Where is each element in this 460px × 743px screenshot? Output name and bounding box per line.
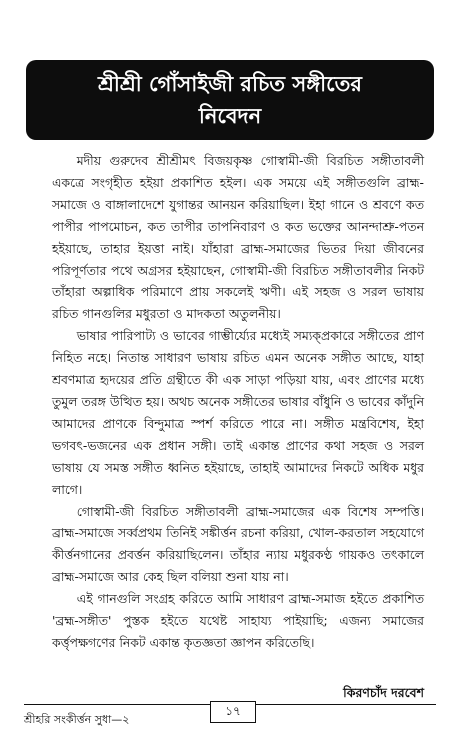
title-line-2: নিবেদন xyxy=(198,104,262,128)
title-banner xyxy=(26,60,434,140)
paragraph-1: মদীয় গুরুদেব শ্রীশ্রীমৎ বিজয়কৃষ্ণ গোস্বামী-জী বিরচিত সঙ্গীতাবলী একত্রে সংগৃহীত হইয়া প্রকাশিত হইল। এক সময়ে এই সঙ্গীতগুলি ব্রাহ্ম-সমাজে ও বাঙ্গালাদেশে যুগান্তর আনয়ন করিয়াছিল। ইহা গানে ও শ্রবণে কত পাপীর পাপমোচন, কত তাপীর তাপনিবারণ ও কত ভক্তের আনন্দাশ্রু-পতন হইয়াছে, তাহার ইয়ত্তা নাই। যাঁহারা ব্রাহ্ম-সমাজের ভিতর দিয়া জীবনের পরিপূর্ণতার পথে অগ্রসর হইয়াছেন, গোস্বামী-জী বিরচিত সঙ্গীতাবলীর নিকট তাঁহারা অল্পাধিক পরিমাণে প্রায় সকলেই ঋণী। এই সহজ ও সরল ভাষায় রচিত গানগুলির মধুরতা ও মাদকতা অতুলনীয়। xyxy=(52,153,424,322)
author-signature: কিরণচাঁদ দরবেশ xyxy=(343,685,424,700)
title-line-1: শ্রীশ্রী গোঁসাইজী রচিত সঙ্গীতের xyxy=(98,72,362,96)
page-number: ১৭ xyxy=(210,701,256,723)
paragraph-2: ভাষার পারিপাট্য ও ভাবের গাম্ভীর্য্যের মধ্যেই সম্যক্প্রকারে সঙ্গীতের প্রাণ নিহিত নহে। নিতান্ত সাধারণ ভাষায় রচিত এমন অনেক সঙ্গীত আছে, যাহা শ্রবণমাত্র হৃদয়ের প্রতি গ্রন্থীতে কী এক সাড়া পড়িয়া যায়, এবং প্রাণের মধ্যে তুমুল তরঙ্গ উত্থিত হয়। অথচ অনেক সঙ্গীতের ভাষার বাঁধুনি ও ভাবের কাঁদুনি আমাদের প্রাণকে বিন্দুমাত্র স্পর্শ করিতে পারে না। সঙ্গীত মন্ত্রবিশেষ, ইহা ভগবৎ-ভজনের এক প্রধান সঙ্গী। তাই একান্ত প্রাণের কথা সহজ ও সরল ভাষায় যে সমস্ত সঙ্গীত ধ্বনিত হইয়াছে, তাহাই আমাদের নিকটে অধিক মধুর লাগে। xyxy=(52,328,424,497)
paragraph-4: এই গানগুলি সংগ্রহ করিতে আমি সাধারণ ব্রাহ্ম-সমাজ হইতে প্রকাশিত 'ব্রহ্ম-সঙ্গীত' পুস্তক হইতে যথেষ্ট সাহায্য পাইয়াছি; এজন্য সমাজের কর্ত্তৃপক্ষগণের নিকট একান্ত কৃতজ্ঞতা জ্ঞাপন করিতেছি। xyxy=(52,591,424,650)
paragraph-3: গোস্বামী-জী বিরচিত সঙ্গীতাবলী ব্রাহ্ম-সমাজের এক বিশেষ সম্পত্তি। ব্রাহ্ম-সমাজে সর্ব্বপ্রথম তিনিই সঙ্কীর্ত্তন রচনা করিয়া, খোল-করতাল সহযোগে কীর্ত্তনগানের প্রবর্ত্তন করিয়াছিলেন। তাঁহার ন্যায় মধুরকণ্ঠ গায়কও তৎকালে ব্রাহ্ম-সমাজে আর কেহ ছিল বলিয়া শুনা যায় না। xyxy=(52,503,424,585)
footer-book-title: শ্রীহরি সংকীর্ত্তন সুধা—২ xyxy=(24,713,130,726)
body-text xyxy=(52,150,424,654)
